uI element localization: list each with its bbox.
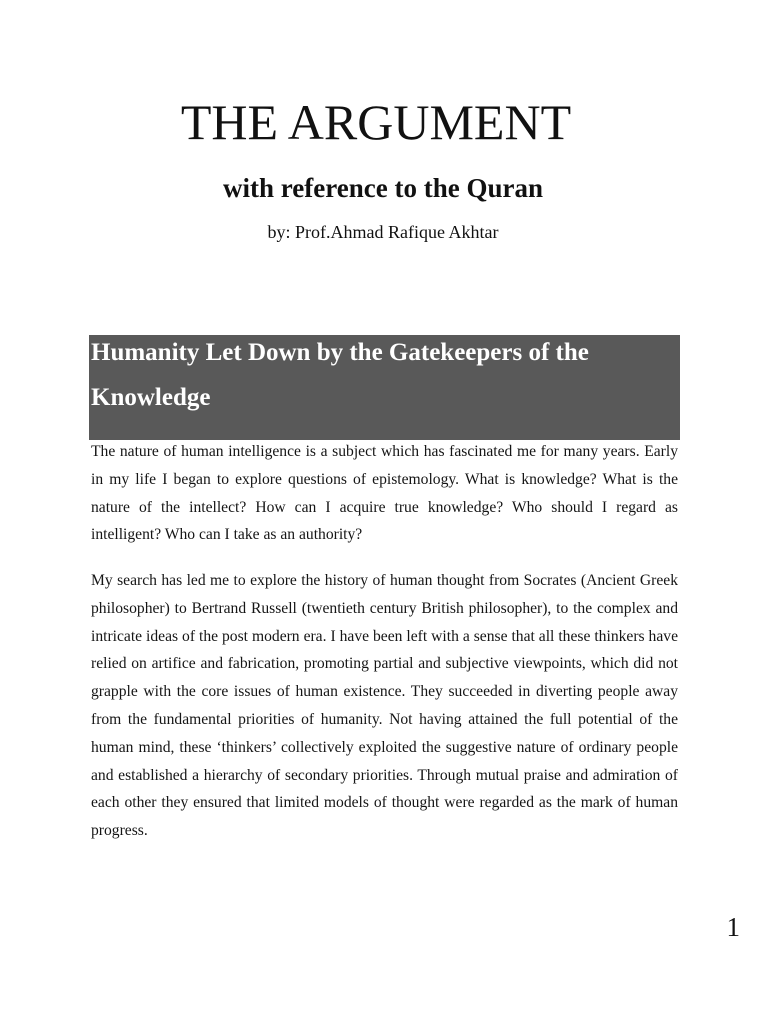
document-author: by: Prof.Ahmad Rafique Akhtar	[267, 222, 499, 242]
paragraph-search: My search has led me to explore the history of human thought from Socrates (Ancient Greek philosopher) to Bertrand Russell (twentieth century British philosopher), to the complex and intricate ideas of the post modern era. I have been left with a sense that all these thinkers have relied on artifice and fabrication, promoting partial and subjective viewpoints, which did not grapple with the core issues of human existence. They succeeded in diverting people away from the fundamental priorities of humanity. Not having attained the full potential of the human mind, these ‘thinkers’ collectively exploited the suggestive nature of ordinary people and established a hierarchy of secondary priorities. Through mutual praise and admiration of each other they ensured that limited models of thought were regarded as the mark of human progress.	[91, 572, 678, 840]
page-number: 1	[726, 912, 740, 942]
document-title: THE ARGUMENT	[180, 94, 572, 150]
document-subtitle: with reference to the Quran	[223, 173, 543, 203]
paragraph-intro: The nature of human intelligence is a subject which has fascinated me for many years. Early in my life I began to explore questions of epistemology. What is knowledge? What is the nature of the intellect? How can I acquire true knowledge? Who should I regard as intelligent? Who can I take as an authority?	[91, 443, 678, 544]
section-heading-banner	[89, 335, 680, 440]
section-heading: Humanity Let Down by the Gatekeepers of the Knowledge	[91, 339, 589, 411]
